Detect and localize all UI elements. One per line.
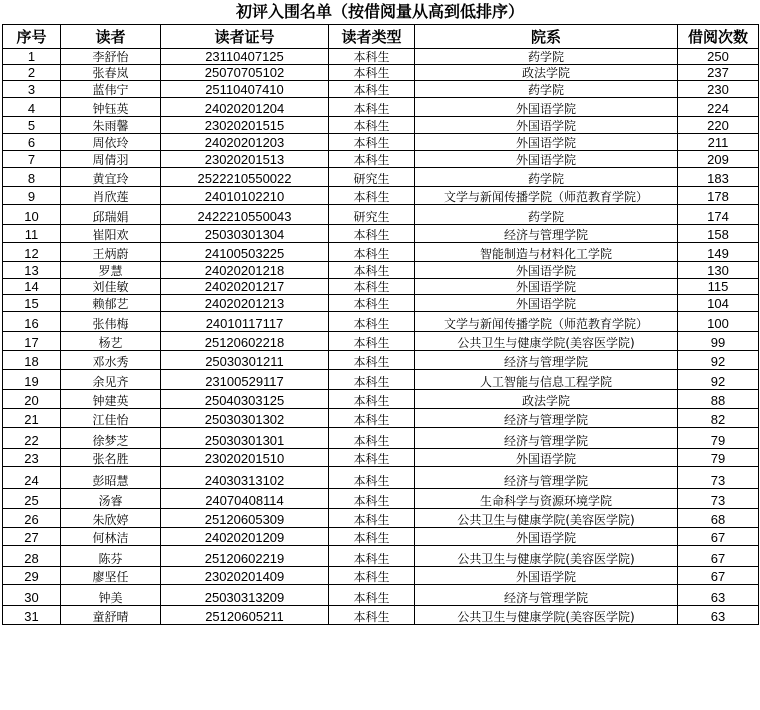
cell-card-number: 23100529117 [161, 370, 329, 390]
table-row [3, 49, 759, 65]
table-row [3, 428, 759, 449]
cell-index: 16 [3, 312, 61, 332]
cell-reader-type: 研究生 [329, 168, 415, 187]
cell-reader: 钟钰英 [61, 98, 161, 117]
cell-borrow-count: 209 [678, 151, 759, 168]
cell-department: 外国语学院 [415, 98, 678, 117]
table-row [3, 567, 759, 585]
cell-card-number: 24020201217 [161, 279, 329, 295]
cell-index: 9 [3, 187, 61, 205]
cell-reader-type: 本科生 [329, 295, 415, 312]
table-row [3, 262, 759, 279]
shortlist-table [2, 24, 759, 625]
cell-borrow-count: 178 [678, 187, 759, 205]
cell-department: 外国语学院 [415, 279, 678, 295]
table-row [3, 606, 759, 625]
cell-index: 30 [3, 585, 61, 606]
cell-reader: 陈芬 [61, 546, 161, 567]
table-row [3, 295, 759, 312]
cell-index: 20 [3, 390, 61, 409]
cell-reader: 杨艺 [61, 332, 161, 351]
header-reader-type: 读者类型 [329, 25, 415, 49]
cell-card-number: 25120602218 [161, 332, 329, 351]
cell-card-number: 25040303125 [161, 390, 329, 409]
cell-reader: 童舒晴 [61, 606, 161, 625]
cell-card-number: 25030301301 [161, 428, 329, 449]
cell-card-number: 2422210550043 [161, 205, 329, 225]
cell-department: 文学与新闻传播学院（师范教育学院） [415, 187, 678, 205]
cell-department: 人工智能与信息工程学院 [415, 370, 678, 390]
cell-department: 公共卫生与健康学院(美容医学院) [415, 509, 678, 528]
cell-index: 24 [3, 467, 61, 489]
cell-reader: 李舒怡 [61, 49, 161, 65]
cell-card-number: 24020201204 [161, 98, 329, 117]
cell-reader-type: 本科生 [329, 65, 415, 81]
cell-reader-type: 本科生 [329, 225, 415, 243]
cell-index: 4 [3, 98, 61, 117]
cell-department: 药学院 [415, 49, 678, 65]
cell-borrow-count: 82 [678, 409, 759, 428]
cell-department: 外国语学院 [415, 528, 678, 546]
cell-reader-type: 本科生 [329, 332, 415, 351]
cell-index: 26 [3, 509, 61, 528]
cell-department: 外国语学院 [415, 449, 678, 467]
cell-department: 经济与管理学院 [415, 467, 678, 489]
cell-borrow-count: 174 [678, 205, 759, 225]
cell-borrow-count: 224 [678, 98, 759, 117]
cell-card-number: 23110407125 [161, 49, 329, 65]
table-row [3, 332, 759, 351]
table-row [3, 243, 759, 262]
cell-borrow-count: 99 [678, 332, 759, 351]
cell-card-number: 25070705102 [161, 65, 329, 81]
cell-reader-type: 本科生 [329, 390, 415, 409]
table-row [3, 151, 759, 168]
cell-reader: 张伟梅 [61, 312, 161, 332]
table-row [3, 449, 759, 467]
cell-index: 6 [3, 134, 61, 151]
cell-reader: 何林洁 [61, 528, 161, 546]
cell-borrow-count: 130 [678, 262, 759, 279]
cell-reader-type: 本科生 [329, 262, 415, 279]
cell-reader: 周倩羽 [61, 151, 161, 168]
cell-card-number: 25030301211 [161, 351, 329, 370]
cell-reader-type: 本科生 [329, 509, 415, 528]
cell-card-number: 25120605211 [161, 606, 329, 625]
cell-department: 外国语学院 [415, 151, 678, 168]
table-row [3, 390, 759, 409]
cell-index: 28 [3, 546, 61, 567]
cell-index: 10 [3, 205, 61, 225]
cell-index: 12 [3, 243, 61, 262]
cell-reader-type: 研究生 [329, 205, 415, 225]
cell-index: 8 [3, 168, 61, 187]
cell-card-number: 25030301304 [161, 225, 329, 243]
cell-reader-type: 本科生 [329, 585, 415, 606]
table-row [3, 205, 759, 225]
cell-borrow-count: 183 [678, 168, 759, 187]
cell-department: 文学与新闻传播学院（师范教育学院） [415, 312, 678, 332]
cell-reader-type: 本科生 [329, 546, 415, 567]
cell-card-number: 24010102210 [161, 187, 329, 205]
cell-department: 政法学院 [415, 390, 678, 409]
cell-department: 药学院 [415, 205, 678, 225]
cell-borrow-count: 230 [678, 81, 759, 98]
cell-department: 外国语学院 [415, 567, 678, 585]
cell-index: 13 [3, 262, 61, 279]
header-card-number: 读者证号 [161, 25, 329, 49]
table-row [3, 546, 759, 567]
table-row [3, 134, 759, 151]
cell-card-number: 25030301302 [161, 409, 329, 428]
cell-index: 19 [3, 370, 61, 390]
cell-reader: 朱雨馨 [61, 117, 161, 134]
cell-index: 3 [3, 81, 61, 98]
cell-borrow-count: 63 [678, 585, 759, 606]
table-row [3, 351, 759, 370]
cell-reader-type: 本科生 [329, 567, 415, 585]
cell-reader: 罗慧 [61, 262, 161, 279]
table-row [3, 279, 759, 295]
cell-reader: 朱欣婷 [61, 509, 161, 528]
cell-reader-type: 本科生 [329, 134, 415, 151]
cell-borrow-count: 237 [678, 65, 759, 81]
table-row [3, 509, 759, 528]
header-borrow-count: 借阅次数 [678, 25, 759, 49]
cell-borrow-count: 68 [678, 509, 759, 528]
cell-borrow-count: 104 [678, 295, 759, 312]
table-row [3, 409, 759, 428]
cell-reader-type: 本科生 [329, 606, 415, 625]
cell-reader: 赖郁艺 [61, 295, 161, 312]
cell-card-number: 24020201213 [161, 295, 329, 312]
cell-department: 公共卫生与健康学院(美容医学院) [415, 332, 678, 351]
cell-index: 27 [3, 528, 61, 546]
cell-reader: 张春岚 [61, 65, 161, 81]
cell-borrow-count: 63 [678, 606, 759, 625]
cell-reader: 江佳怡 [61, 409, 161, 428]
cell-card-number: 25120602219 [161, 546, 329, 567]
cell-card-number: 24030313102 [161, 467, 329, 489]
cell-index: 31 [3, 606, 61, 625]
cell-card-number: 23020201510 [161, 449, 329, 467]
cell-card-number: 23020201409 [161, 567, 329, 585]
cell-department: 公共卫生与健康学院(美容医学院) [415, 606, 678, 625]
cell-reader: 崔阳欢 [61, 225, 161, 243]
cell-card-number: 23020201513 [161, 151, 329, 168]
cell-card-number: 24020201209 [161, 528, 329, 546]
cell-department: 经济与管理学院 [415, 409, 678, 428]
cell-reader: 钟美 [61, 585, 161, 606]
cell-reader-type: 本科生 [329, 409, 415, 428]
cell-borrow-count: 73 [678, 467, 759, 489]
cell-department: 药学院 [415, 81, 678, 98]
cell-borrow-count: 220 [678, 117, 759, 134]
cell-reader-type: 本科生 [329, 243, 415, 262]
cell-department: 经济与管理学院 [415, 428, 678, 449]
cell-reader: 刘佳敏 [61, 279, 161, 295]
cell-borrow-count: 79 [678, 449, 759, 467]
cell-department: 公共卫生与健康学院(美容医学院) [415, 546, 678, 567]
cell-borrow-count: 100 [678, 312, 759, 332]
cell-index: 2 [3, 65, 61, 81]
cell-reader-type: 本科生 [329, 49, 415, 65]
cell-reader: 汤睿 [61, 489, 161, 509]
cell-index: 7 [3, 151, 61, 168]
header-department: 院系 [415, 25, 678, 49]
cell-reader-type: 本科生 [329, 370, 415, 390]
cell-card-number: 24010117117 [161, 312, 329, 332]
cell-reader-type: 本科生 [329, 528, 415, 546]
cell-card-number: 25120605309 [161, 509, 329, 528]
table-row [3, 467, 759, 489]
cell-department: 政法学院 [415, 65, 678, 81]
cell-reader-type: 本科生 [329, 187, 415, 205]
cell-index: 15 [3, 295, 61, 312]
cell-department: 外国语学院 [415, 295, 678, 312]
cell-borrow-count: 79 [678, 428, 759, 449]
cell-department: 药学院 [415, 168, 678, 187]
table-row [3, 187, 759, 205]
cell-index: 25 [3, 489, 61, 509]
table-row [3, 585, 759, 606]
cell-card-number: 24070408114 [161, 489, 329, 509]
cell-borrow-count: 67 [678, 546, 759, 567]
cell-card-number: 24100503225 [161, 243, 329, 262]
cell-borrow-count: 158 [678, 225, 759, 243]
cell-reader: 黄宜玲 [61, 168, 161, 187]
cell-reader-type: 本科生 [329, 151, 415, 168]
cell-department: 外国语学院 [415, 134, 678, 151]
cell-reader-type: 本科生 [329, 467, 415, 489]
cell-department: 生命科学与资源环境学院 [415, 489, 678, 509]
cell-index: 29 [3, 567, 61, 585]
cell-index: 17 [3, 332, 61, 351]
table-row [3, 225, 759, 243]
cell-reader: 余见齐 [61, 370, 161, 390]
cell-reader: 钟建英 [61, 390, 161, 409]
cell-borrow-count: 211 [678, 134, 759, 151]
cell-card-number: 24020201203 [161, 134, 329, 151]
cell-index: 18 [3, 351, 61, 370]
cell-card-number: 25030313209 [161, 585, 329, 606]
cell-reader-type: 本科生 [329, 312, 415, 332]
cell-index: 23 [3, 449, 61, 467]
cell-reader-type: 本科生 [329, 449, 415, 467]
cell-reader: 肖欣莲 [61, 187, 161, 205]
cell-reader-type: 本科生 [329, 489, 415, 509]
cell-department: 经济与管理学院 [415, 225, 678, 243]
cell-reader: 周依玲 [61, 134, 161, 151]
header-row [3, 25, 759, 49]
cell-borrow-count: 115 [678, 279, 759, 295]
table-row [3, 489, 759, 509]
table-row [3, 370, 759, 390]
cell-index: 11 [3, 225, 61, 243]
cell-card-number: 24020201218 [161, 262, 329, 279]
table-row [3, 312, 759, 332]
cell-reader: 邓水秀 [61, 351, 161, 370]
cell-reader: 邱瑞娟 [61, 205, 161, 225]
cell-reader: 廖坚任 [61, 567, 161, 585]
cell-index: 1 [3, 49, 61, 65]
cell-index: 22 [3, 428, 61, 449]
cell-department: 智能制造与材料化工学院 [415, 243, 678, 262]
cell-index: 21 [3, 409, 61, 428]
cell-borrow-count: 67 [678, 567, 759, 585]
cell-reader: 彭昭慧 [61, 467, 161, 489]
cell-department: 经济与管理学院 [415, 585, 678, 606]
cell-index: 14 [3, 279, 61, 295]
cell-department: 外国语学院 [415, 262, 678, 279]
cell-borrow-count: 149 [678, 243, 759, 262]
table-row [3, 117, 759, 134]
table-row [3, 65, 759, 81]
cell-department: 经济与管理学院 [415, 351, 678, 370]
cell-reader-type: 本科生 [329, 428, 415, 449]
cell-reader-type: 本科生 [329, 98, 415, 117]
table-row [3, 98, 759, 117]
cell-borrow-count: 92 [678, 351, 759, 370]
cell-reader-type: 本科生 [329, 279, 415, 295]
cell-borrow-count: 67 [678, 528, 759, 546]
header-index: 序号 [3, 25, 61, 49]
table-row [3, 81, 759, 98]
cell-card-number: 2522210550022 [161, 168, 329, 187]
cell-reader: 王炳蔚 [61, 243, 161, 262]
cell-department: 外国语学院 [415, 117, 678, 134]
cell-reader-type: 本科生 [329, 351, 415, 370]
document-title: 初评入围名单（按借阅量从高到低排序） [235, 2, 524, 21]
cell-index: 5 [3, 117, 61, 134]
table-row [3, 528, 759, 546]
table-row [3, 168, 759, 187]
cell-borrow-count: 73 [678, 489, 759, 509]
cell-reader: 蓝伟宁 [61, 81, 161, 98]
cell-reader-type: 本科生 [329, 81, 415, 98]
cell-reader-type: 本科生 [329, 117, 415, 134]
cell-borrow-count: 250 [678, 49, 759, 65]
cell-reader: 张名胜 [61, 449, 161, 467]
header-reader: 读者 [61, 25, 161, 49]
cell-borrow-count: 92 [678, 370, 759, 390]
cell-borrow-count: 88 [678, 390, 759, 409]
cell-card-number: 25110407410 [161, 81, 329, 98]
cell-reader: 徐梦芝 [61, 428, 161, 449]
cell-card-number: 23020201515 [161, 117, 329, 134]
